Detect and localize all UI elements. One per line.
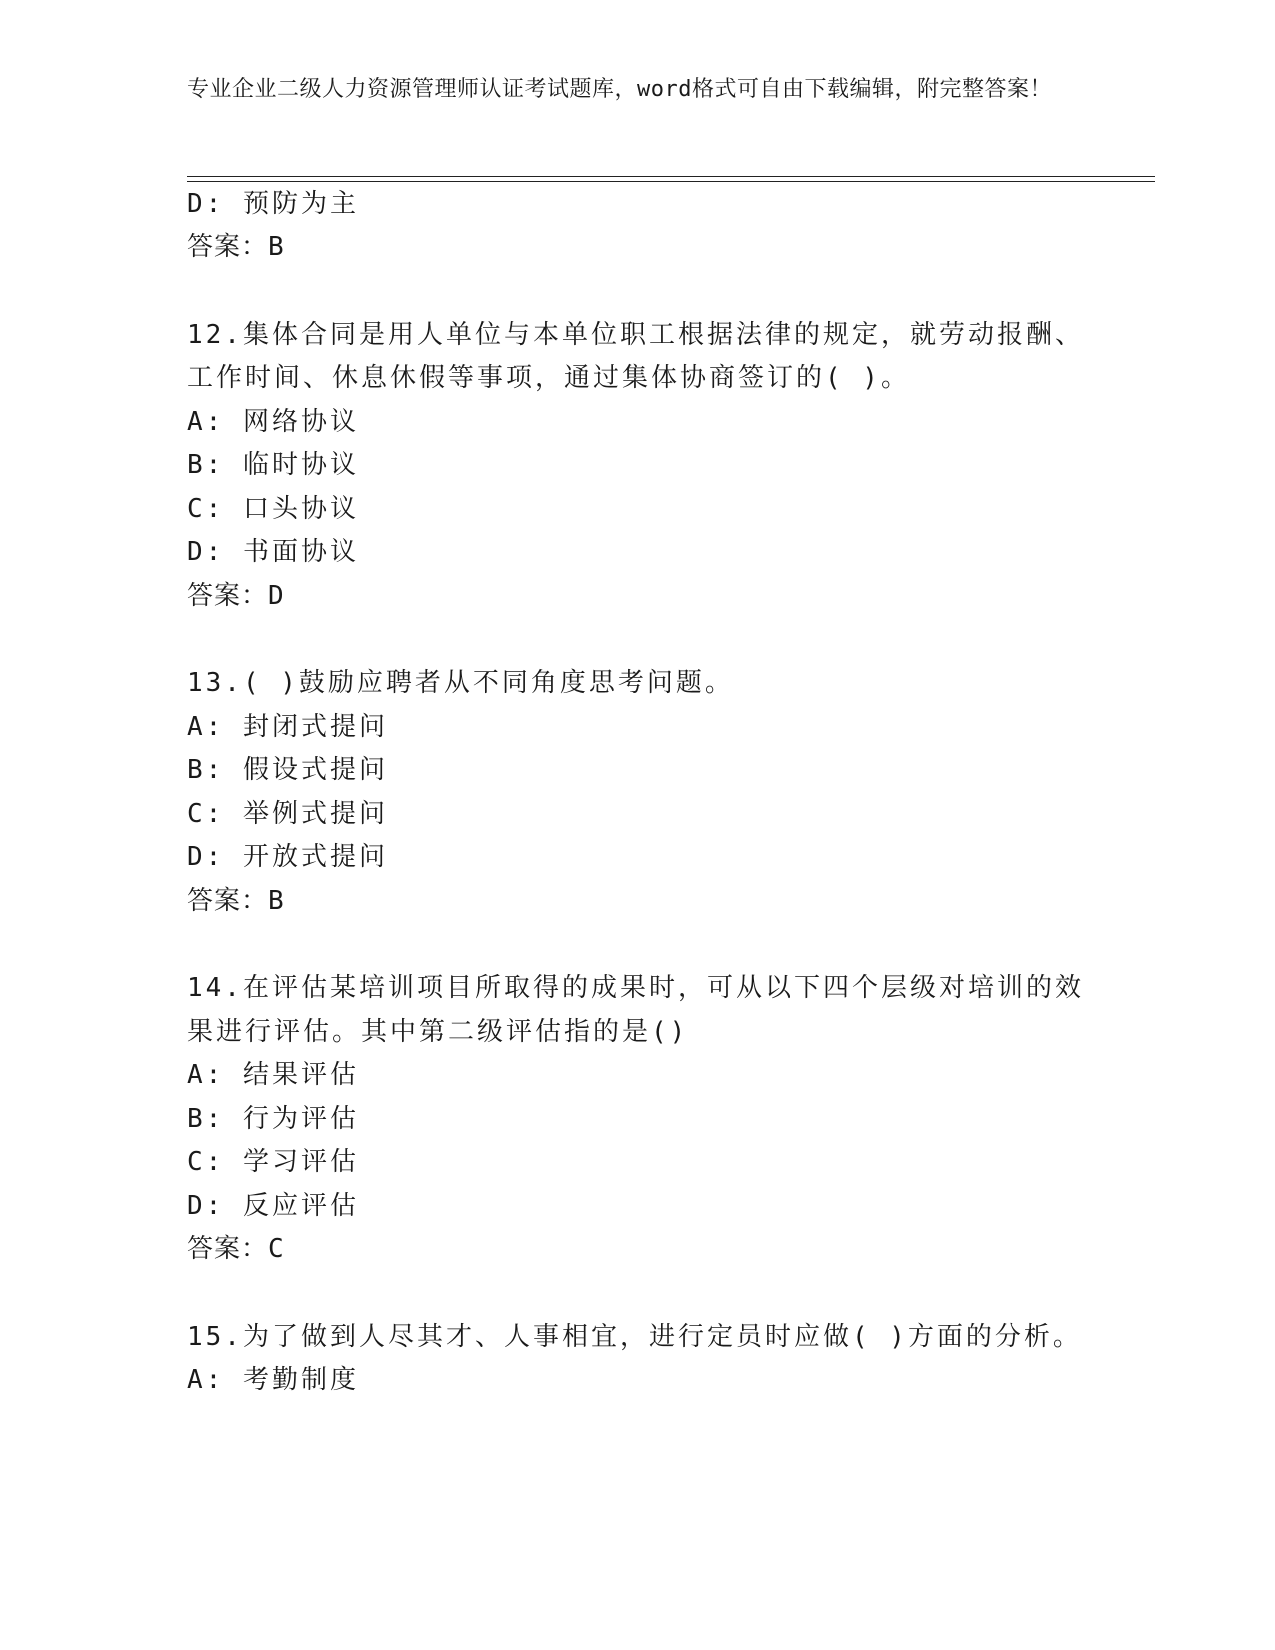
question-12-answer: 答案：D <box>187 581 285 611</box>
page-header-text: 专业企业二级人力资源管理师认证考试题库，word格式可自由下载编辑，附完整答案！ <box>187 77 1052 102</box>
option-d-previous: D: 预防为主 <box>187 189 359 219</box>
question-12-option-c: C: 口头协议 <box>187 494 359 524</box>
question-12-stem-line-2: 工作时间、休息休假等事项，通过集体协商签订的( )。 <box>187 363 910 393</box>
question-12-stem-line-1: 12.集体合同是用人单位与本单位职工根据法律的规定，就劳动报酬、 <box>187 320 1084 350</box>
question-13-option-a: A: 封闭式提问 <box>187 712 388 742</box>
answer-previous: 答案：B <box>187 232 285 262</box>
question-14-option-a: A: 结果评估 <box>187 1060 359 1090</box>
question-14-option-d: D: 反应评估 <box>187 1191 359 1221</box>
question-13-answer: 答案：B <box>187 886 285 916</box>
question-13-option-c: C: 举例式提问 <box>187 799 388 829</box>
question-12-option-d: D: 书面协议 <box>187 537 359 567</box>
question-14-answer: 答案：C <box>187 1234 285 1264</box>
question-14-option-c: C: 学习评估 <box>187 1147 359 1177</box>
question-14-stem-line-1: 14.在评估某培训项目所取得的成果时，可从以下四个层级对培训的效 <box>187 973 1084 1003</box>
header-divider-bottom <box>187 181 1155 182</box>
question-15-option-a: A: 考勤制度 <box>187 1365 359 1395</box>
question-13-option-d: D: 开放式提问 <box>187 842 388 872</box>
question-12-option-b: B: 临时协议 <box>187 450 359 480</box>
question-13-stem-line-1: 13.( )鼓励应聘者从不同角度思考问题。 <box>187 668 734 698</box>
header-divider-top <box>187 176 1155 177</box>
question-14-stem-line-2: 果进行评估。其中第二级评估指的是() <box>187 1017 689 1047</box>
question-13-option-b: B: 假设式提问 <box>187 755 388 785</box>
question-12-option-a: A: 网络协议 <box>187 407 359 437</box>
question-14-option-b: B: 行为评估 <box>187 1104 359 1134</box>
question-15-stem-line-1: 15.为了做到人尽其才、人事相宜，进行定员时应做( )方面的分析。 <box>187 1322 1082 1352</box>
